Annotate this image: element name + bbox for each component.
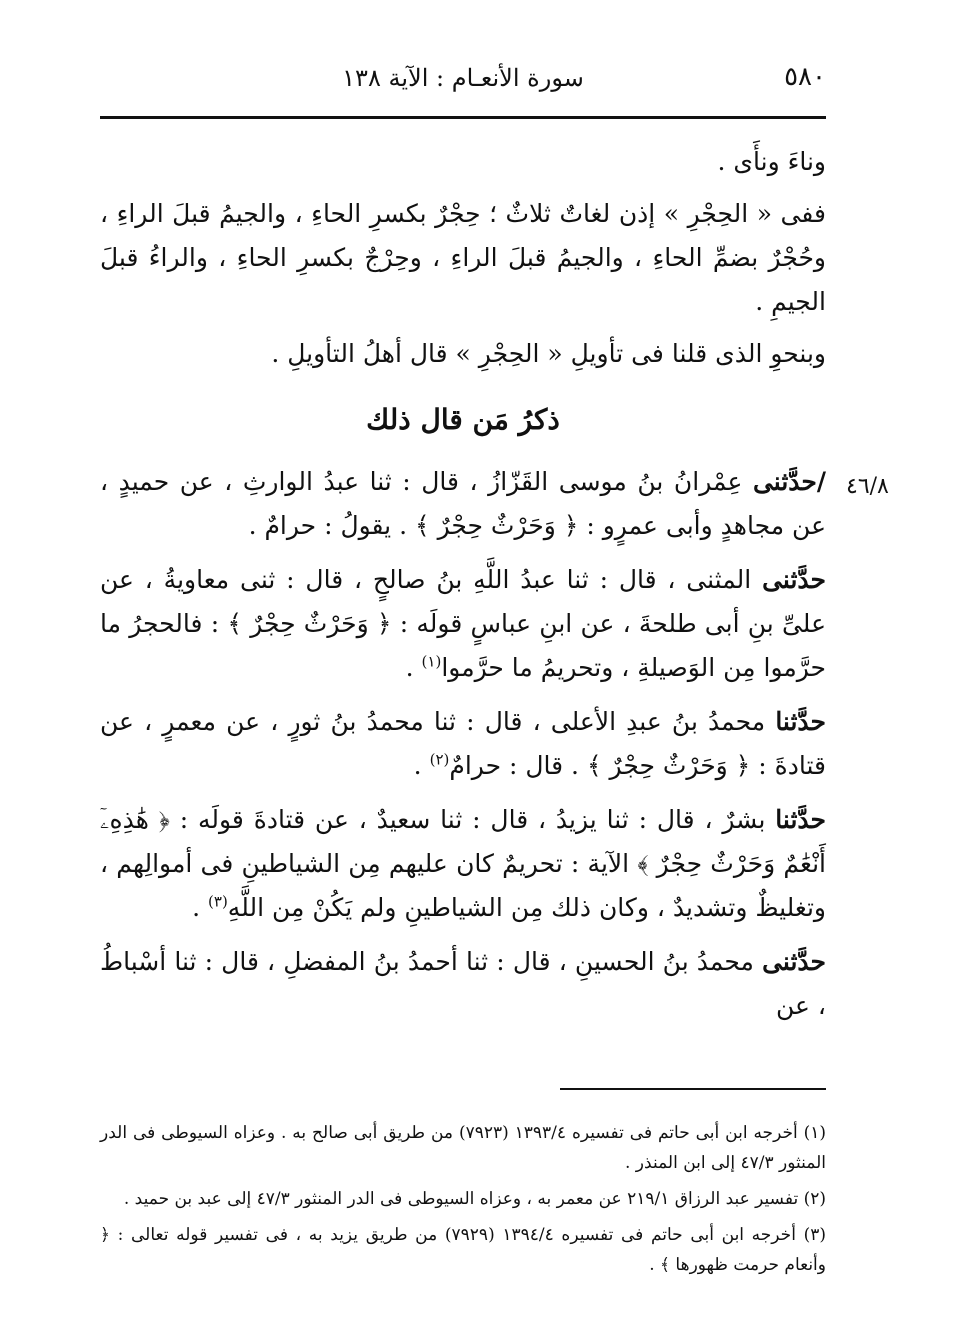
narration-text: بشرٌ ، قال : ثنا يزيدُ ، قال : ثنا سعيدٌ ، عن قتادةَ قولَه : [179,805,766,834]
quran-quote: ﴿ وَحَرْثٌ حِجْرٌ ﴾ [586,751,751,780]
quran-quote: ﴿ وَحَرْثٌ حِجْرٌ ﴾ [227,609,392,638]
hadith-paragraph [100,940,826,1028]
narration-text: . [192,893,201,922]
footnote: (٣) أخرجه ابن أبى حاتم فى تفسيره ١٣٩٤/٤ (٧٩٢٩) من طريق يزيد به ، فى تفسير قوله تعالى : ﴿ وأنعام حرمت ظهورها ﴾ . [100,1225,826,1275]
narration-lead: حدَّثنى [762,947,826,976]
narration-text: . يقولُ : حرامٌ . [248,511,408,540]
hadith-paragraph [100,460,826,548]
narration-lead: /حدَّثنى [752,467,826,496]
hadith-paragraph [100,700,826,788]
footnote-marker: (٢) [429,750,450,769]
hadith-paragraph [100,558,826,690]
narration-text: . قال : حرامٌ [449,751,579,780]
narration-text: محمدُ بنُ عبدِ الأعلى ، قال : ثنا محمدُ بنُ ثورٍ ، عن معمرٍ ، عن قتادةَ : [100,707,826,780]
narration-text: المثنى ، قال : ثنا عبدُ اللَّهِ بنُ صالحٍ ، قال : ثنى معاويةُ ، عن علىِّ بنِ أبى طلحةَ ، عن ابنِ عباسٍ قولَه : [100,565,826,638]
narration-text: الآية : تحريمٌ كان عليهم مِن الشياطينِ فى أموالِهم ، وتغليظٌ وتشديدٌ ، وكان ذلك مِن الشياطينِ ولم يَكُنْ مِن اللَّهِ [100,849,826,922]
hadith-paragraph [100,798,826,930]
footnote: (٢) تفسير عبد الرزاق ٢١٩/١ عن معمر به ، وعزاه السيوطى فى الدر المنثور ٤٧/٣ إلى عبد بن حميد . [123,1189,826,1209]
quran-quote: ﴿ وَحَرْثٌ حِجْرٌ ﴾ [414,511,579,540]
paragraph: وناءَ ونأَى . [717,147,826,176]
section-heading: ذكرُ مَن قال ذلك [366,403,560,436]
paragraph: وبنحوِ الذى قلنا فى تأويلِ « الحِجْرِ » قال أهلُ التأويلِ . [271,339,826,368]
page-header [100,60,826,100]
narration-text: عِمْرانُ بنُ موسى القَزّازُ ، قال : ثنا عبدُ الوارثِ ، عن حميدٍ ، عن مجاهدٍ وأبى عمرٍو : [100,467,826,540]
narration-text: . [405,653,414,682]
running-title: سورة الأنعـام : الآية ١٣٨ [342,64,584,92]
main-text [100,140,826,1028]
footnote-marker: (١) [421,652,442,671]
narration-text: محمدُ بنُ الحسينِ ، قال : ثنا أحمدُ بنُ المفضلِ ، قال : ثنا أسْباطُ ، عن [100,947,826,1020]
footnote-marker: (٣) [208,892,228,911]
paragraph: ففى « الحِجْرِ » إذن لغاتٌ ثلاثٌ ؛ حِجْرٌ بكسرِ الحاءِ ، والجيمُ قبلَ الراءِ ، وحُجْرٌ بضمِّ الحاءِ ، والجيمُ قبلَ الراءِ ، وحِرْجٌ بكسرِ الحاءِ ، والراءُ قبلَ الجيمِ . [100,199,826,316]
margin-reference: ٤٦/٨ [846,474,889,499]
narration-text: : فالحجرُ ما حرَّموا مِن الوَصيلةِ ، وتحريمُ ما حرَّموا [100,609,826,682]
page-number: ٥٨٠ [784,62,826,92]
narration-lead: حدَّثنا [775,805,826,834]
quran-quote: ﴿ هَٰذِهِۦٓ أَنْعَٰمٌ وَحَرْثٌ حِجْرٌ ﴾ [100,805,826,878]
narration-lead: حدَّثنا [775,707,827,736]
footnote: (١) أخرجه ابن أبى حاتم فى تفسيره ١٣٩٣/٤ (٧٩٢٣) من طريق أبى صالح به . وعزاه السيوطى فى الدر المنثور ٤٧/٣ إلى ابن المنذر . [100,1123,826,1173]
footnote-rule [560,1088,826,1090]
footnotes [100,1118,826,1286]
header-rule [100,116,826,119]
narration-text: . [413,751,422,780]
narration-lead: حدَّثنى [762,565,827,594]
